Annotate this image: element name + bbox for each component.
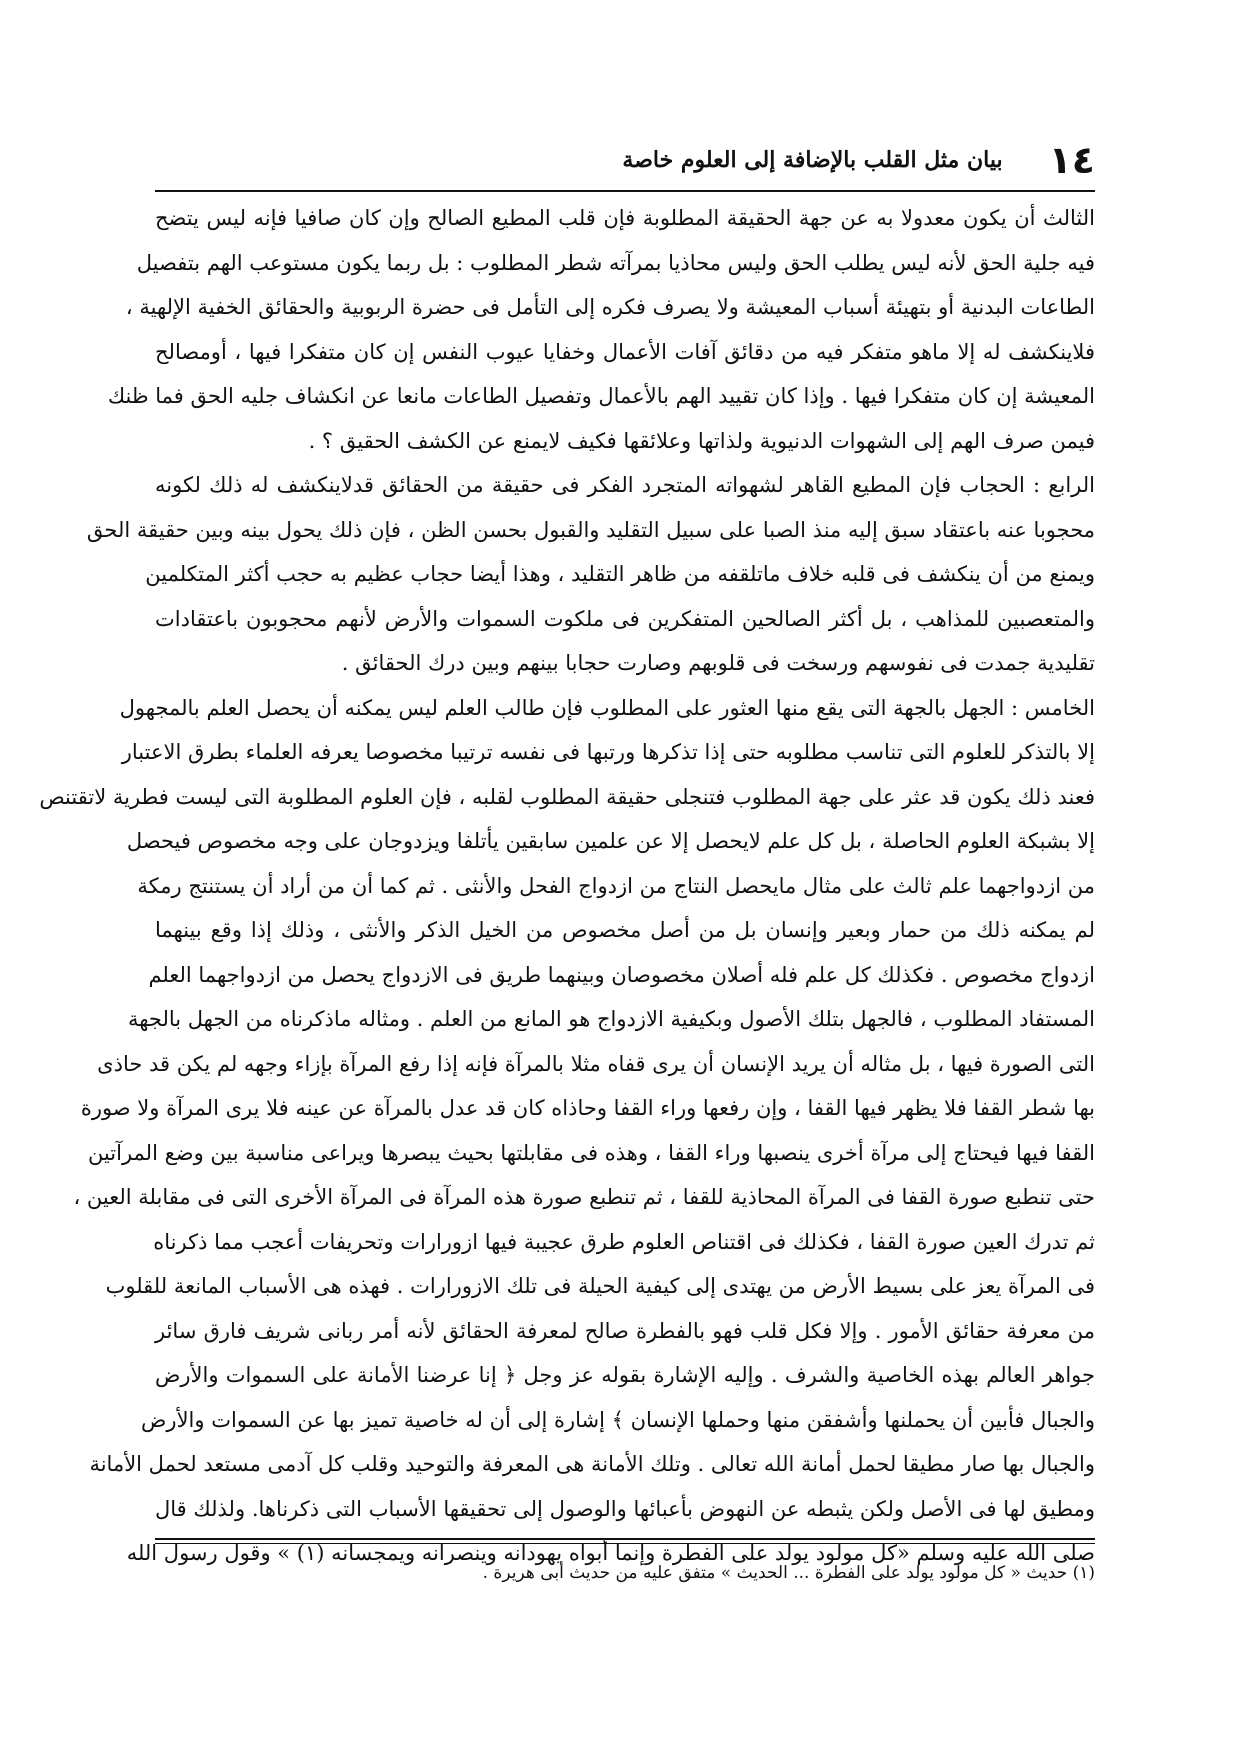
- text-line: فلاينكشف له إلا ماهو متفكر فيه من دقائق آفات الأعمال وخفايا عيوب النفس إن كان متفكرا فيها ، أومصالح: [155, 339, 1095, 364]
- text-line: القفا فيها فيحتاج إلى مرآة أخرى ينصبها وراء القفا ، وهذه فى مقابلتها بحيث يبصرها ويراعى مناسبة بين وضع المرآتين: [87, 1140, 1095, 1165]
- text-line: إلا بالتذكر للعلوم التى تناسب مطلوبه حتى إذا تذكرها ورتبها فى نفسه ترتيبا مخصوصا يعرفه العلماء بطرق الاعتبار: [121, 740, 1095, 764]
- text-line: جواهر العالم بهذه الخاصية والشرف . وإليه الإشارة بقوله عز وجل ﴿ إنا عرضنا الأمانة على السموات والأرض: [155, 1363, 1095, 1387]
- body-text: [39, 196, 1095, 1576]
- paragraph-end-line: فيمن صرف الهم إلى الشهوات الدنيوية ولذاتها وعلائقها فكيف لايمنع عن الكشف الحقيق ؟ .: [308, 428, 1095, 453]
- text-line: محجوبا عنه باعتقاد سبق إليه منذ الصبا على سبيل التقليد والقبول بحسن الظن ، فإن ذلك يحول بينه وبين حقيقة الحق: [86, 517, 1095, 542]
- text-line: الخامس : الجهل بالجهة التى يقع منها العثور على المطلوب فإن طالب العلم ليس يمكنه أن يحصل العلم بالمجهول: [119, 695, 1095, 720]
- page-number: ١٤: [1048, 138, 1095, 182]
- text-line: فى المرآة يعز على بسيط الأرض من يهتدى إلى كيفية الحيلة فى تلك الازورارات . فهذه هى الأسباب المانعة للقلوب: [105, 1274, 1095, 1298]
- text-line: فيه جلية الحق لأنه ليس يطلب الحق وليس محاذيا بمرآته شطر المطلوب : بل ربما يكون مستوعب الهم بتفصيل: [136, 250, 1095, 275]
- text-line: المستفاد المطلوب ، فالجهل بتلك الأصول وبكيفية الازدواج هو المانع من العلم . ومثاله ماذكرناه من الجهل بالجهة: [127, 1007, 1095, 1031]
- text-line: إلا بشبكة العلوم الحاصلة ، بل كل علم لايحصل إلا عن علمين سابقين يأتلفا ويزدوجان على وجه مخصوص فيحصل: [126, 829, 1095, 853]
- text-line: المعيشة إن كان متفكرا فيها . وإذا كان تقييد الهم بالأعمال وتفصيل الطاعات مانعا عن انكشاف جليه الحق فما ظنك: [107, 384, 1095, 408]
- text-line: من ازدواجهما علم ثالث على مثال مايحصل النتاج من ازدواج الفحل والأنثى . ثم كما أن من أراد أن يستنتج رمكة: [137, 873, 1095, 898]
- text-line: ثم تدرك العين صورة القفا ، فكذلك فى اقتناص العلوم طرق عجيبة فيها ازورارات وتحريفات أعجب مما ذكرناه: [153, 1229, 1095, 1254]
- footnote: (١) حديث « كل مولود يولد على الفطرة ... الحديث » متفق عليه من حديث أبى هريرة .: [482, 1563, 1095, 1583]
- text-line: ازدواج مخصوص . فكذلك كل علم فله أصلان مخصوصان وبينهما طريق فى الازدواج يحصل من ازدواجهما العلم: [148, 962, 1095, 987]
- text-line: الطاعات البدنية أو بتهيئة أسباب المعيشة ولا يصرف فكره إلى التأمل فى حضرة الربوبية والحقائق الخفية الإلهية ،: [125, 295, 1095, 319]
- text-line: التى الصورة فيها ، بل مثاله أن يريد الإنسان أن يرى قفاه مثلا بالمرآة فإنه إذا رفع المرآة بإزاء وجهه لم يكن قد حاذى: [97, 1051, 1095, 1076]
- text-line: والجبال بها صار مطيقا لحمل أمانة الله تعالى . وتلك الأمانة هى المعرفة والتوحيد وقلب كل آدمى مستعد لحمل الأمانة: [89, 1452, 1095, 1476]
- running-title: بيان مثل القلب بالإضافة إلى العلوم خاصة: [622, 147, 1003, 173]
- text-line: ومطيق لها فى الأصل ولكن يثبطه عن النهوض بأعبائها والوصول إلى تحقيقها الأسباب التى ذكرناها. ولذلك قال: [155, 1496, 1095, 1521]
- text-line: والجبال فأبين أن يحملنها وأشفقن منها وحملها الإنسان ﴾ إشارة إلى أن له خاصية تميز بها عن السموات والأرض: [141, 1407, 1095, 1432]
- footnote-rule-thin: [155, 1543, 1095, 1544]
- text-line: بها شطر القفا فلا يظهر فيها القفا ، وإن رفعها وراء القفا وحاذاه كان قد عدل بالمرآة عن عينه فلا يرى المرآة ولا صورة: [80, 1096, 1095, 1120]
- text-line: الثالث أن يكون معدولا به عن جهة الحقيقة المطلوبة فإن قلب المطيع الصالح وإن كان صافيا فإنه ليس يتضح: [155, 206, 1095, 230]
- text-line: لم يمكنه ذلك من حمار وبعير وإنسان بل من أصل مخصوص من الخيل الذكر والأنثى ، وذلك إذا وقع بينهما: [155, 918, 1095, 942]
- footnote-rule: [155, 1538, 1095, 1540]
- page-header: [155, 135, 1095, 185]
- text-line: ويمنع من أن ينكشف فى قلبه خلاف ماتلقفه من ظاهر التقليد ، وهذا أيضا حجاب عظيم به حجب أكثر المتكلمين: [145, 562, 1095, 586]
- text-line: فعند ذلك يكون قد عثر على جهة المطلوب فتنجلى حقيقة المطلوب لقلبه ، فإن العلوم المطلوبة التى ليست فطرية لاتقتنص: [39, 784, 1095, 809]
- header-rule: [155, 190, 1095, 192]
- text-line: من معرفة حقائق الأمور . وإلا فكل قلب فهو بالفطرة صالح لمعرفة الحقائق لأنه أمر ربانى شريف فارق سائر: [155, 1318, 1095, 1343]
- text-line: صلى الله عليه وسلم «كل مولود يولد على الفطرة وإنما أبواه يهودانه وينصرانه ويمجسانه (١) » وقول رسول الله: [126, 1541, 1095, 1565]
- text-line: حتى تنطبع صورة القفا فى المرآة المحاذية للقفا ، ثم تنطبع صورة هذه المرآة فى المرآة الأخرى التى فى مقابلة العين ،: [73, 1185, 1095, 1209]
- text-line: والمتعصبين للمذاهب ، بل أكثر الصالحين المتفكرين فى ملكوت السموات والأرض لأنهم محجوبون باعتقادات: [155, 606, 1095, 631]
- text-line: الرابع : الحجاب فإن المطيع القاهر لشهواته المتجرد الفكر فى حقيقة من الحقائق قدلاينكشف له ذلك لكونه: [155, 473, 1095, 497]
- paragraph-end-line: تقليدية جمدت فى نفوسهم ورسخت فى قلوبهم وصارت حجابا بينهم وبين درك الحقائق .: [341, 651, 1095, 675]
